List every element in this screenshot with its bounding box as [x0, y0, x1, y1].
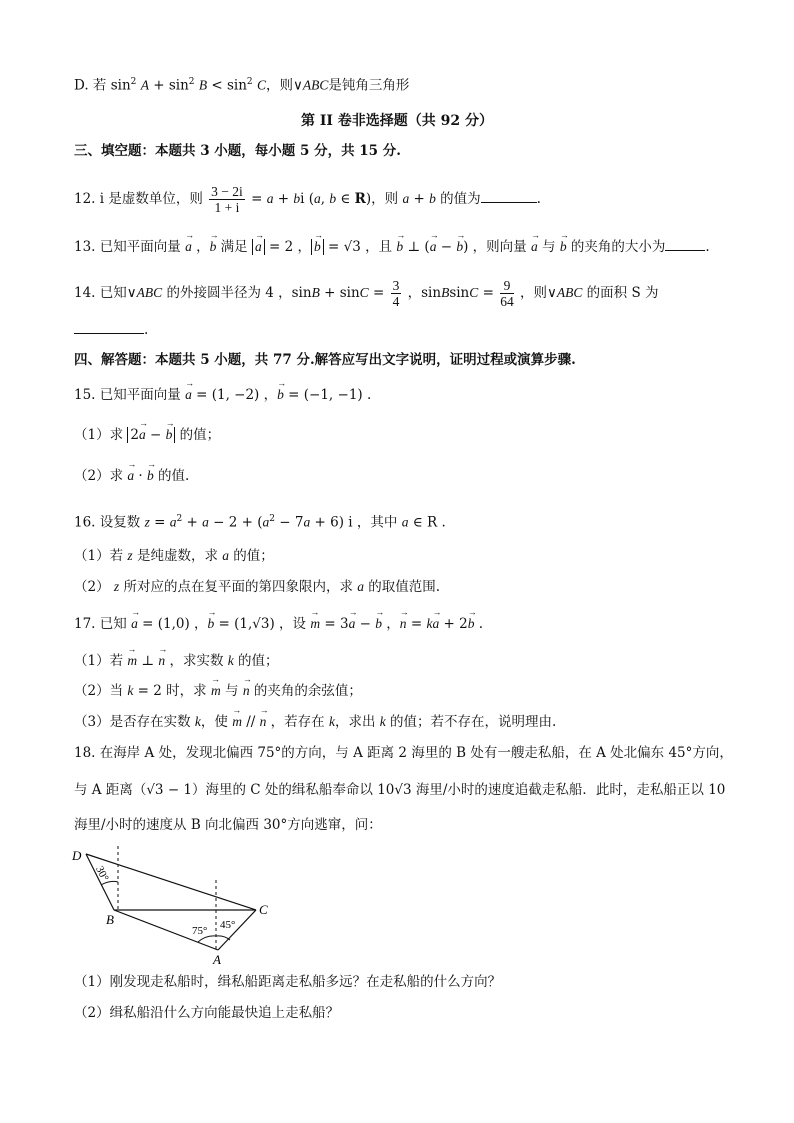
- question-14-blank[interactable]: .: [74, 320, 148, 340]
- angle-arc-b: [101, 881, 118, 885]
- question-15: 15. 已知平面向量 → a = (1, −2) ，→ b = (−1, −1) .: [74, 385, 371, 405]
- section-4-title: 四、解答题：本题共 5 小题，共 77 分.解答应写出文字说明，证明过程或演算步骤.: [74, 352, 576, 368]
- angle-label-b: 30°: [93, 864, 111, 884]
- answer-blank[interactable]: [665, 250, 705, 251]
- angle-label-a-left: 75°: [192, 925, 208, 937]
- question-17-part-2: （2）当 k = 2 时，求 → m 与 → n 的夹角的余弦值；: [74, 681, 362, 701]
- question-13: 13. 已知平面向量 → a ，→ b 满足 → a = 2 ，→ b = √3 ，且 → b ⊥ (→ a − → b) ，则向量 → a 与 → b 的夹角的大小为 .: [74, 237, 710, 257]
- label-c: C: [259, 902, 268, 917]
- question-14: 14. 已知∨ABC 的外接圆半径为 4 ，sinB + sinC = $\frac{3}{4}$ ，sinBsinC = $\frac{9}{64}$ ，则∨ABC 的面积 S 为: [74, 278, 659, 309]
- question-15-part-2: （2）求 → a · → b 的值.: [74, 466, 189, 486]
- question-16: 16. 设复数 $z = a^2 + a - 2 + (a^2 - 7a + 6)$ i ，其中 a ∈ R .: [74, 514, 446, 531]
- part-ii-title: 第 II 卷非选择题（共 92 分）: [300, 113, 494, 129]
- question-17-part-1: （1）若 → m ⊥ → n ，求实数 k 的值；: [74, 651, 279, 671]
- question-18-part-1: （1）刚发现走私船时，缉私船距离走私船多远？在走私船的什么方向？: [74, 974, 502, 990]
- question-12: 12. i 是虚数单位，则 $\frac{3 - 2i}{1 + i}$ = a + bi (a, b ∈ R)，则 a + b 的值为 .: [74, 184, 541, 215]
- label-d: D: [72, 848, 82, 863]
- question-18-line-2: 与 A 距离（√3 − 1）海里的 C 处的缉私船奉命以 10√3 海里/小时的速度追截走私船．此时，走私船正以 10: [74, 782, 726, 798]
- option-d: D. 若 $\sin^2 A + \sin^2 B < \sin^2 C$，则∨ABC是钝角三角形: [74, 77, 410, 94]
- fraction: $\frac{3 - 2i}{1 + i}$: [211, 184, 243, 215]
- section-3-title: 三、填空题：本题共 3 小题，每小题 5 分，共 15 分.: [74, 143, 401, 159]
- fraction: $\frac{9}{64}$: [500, 278, 514, 309]
- question-18-line-3: 海里/小时的速度从 B 向北偏西 30°方向逃窜，问：: [74, 817, 382, 833]
- answer-blank[interactable]: [481, 202, 537, 203]
- question-15-part-1: （1）求 2→ a − → b 的值；: [74, 425, 220, 445]
- question-18-part-2: （2）缉私船沿什么方向能最快追上走私船？: [74, 1005, 340, 1021]
- question-16-part-1: （1）若 z 是纯虚数，求 a 的值；: [74, 548, 274, 564]
- question-18-line-1: 18. 在海岸 A 处，发现北偏西 75°的方向，与 A 距离 2 海里的 B 处有一艘走私船，在 A 处北偏东 45°方向，: [74, 745, 733, 761]
- fraction: $\frac{3}{4}$: [392, 278, 400, 309]
- geometry-diagram: [66, 840, 286, 965]
- question-17-part-3: （3）是否存在实数 k，使 → m // → n ，若存在 k，求出 k 的值；若不存在，说明理由.: [74, 712, 556, 732]
- label-b: B: [106, 912, 114, 927]
- question-17: 17. 已知 → a = (1,0) ，→ b = (1,√3) ，设 → m = 3→ a − → b ，→ n = k→ a + 2→ b .: [74, 614, 483, 634]
- label-a: A: [213, 952, 221, 965]
- angle-label-a-right: 45°: [220, 919, 236, 931]
- question-16-part-2: （2） z 所对应的点在复平面的第四象限内，求 a 的取值范围.: [74, 579, 441, 595]
